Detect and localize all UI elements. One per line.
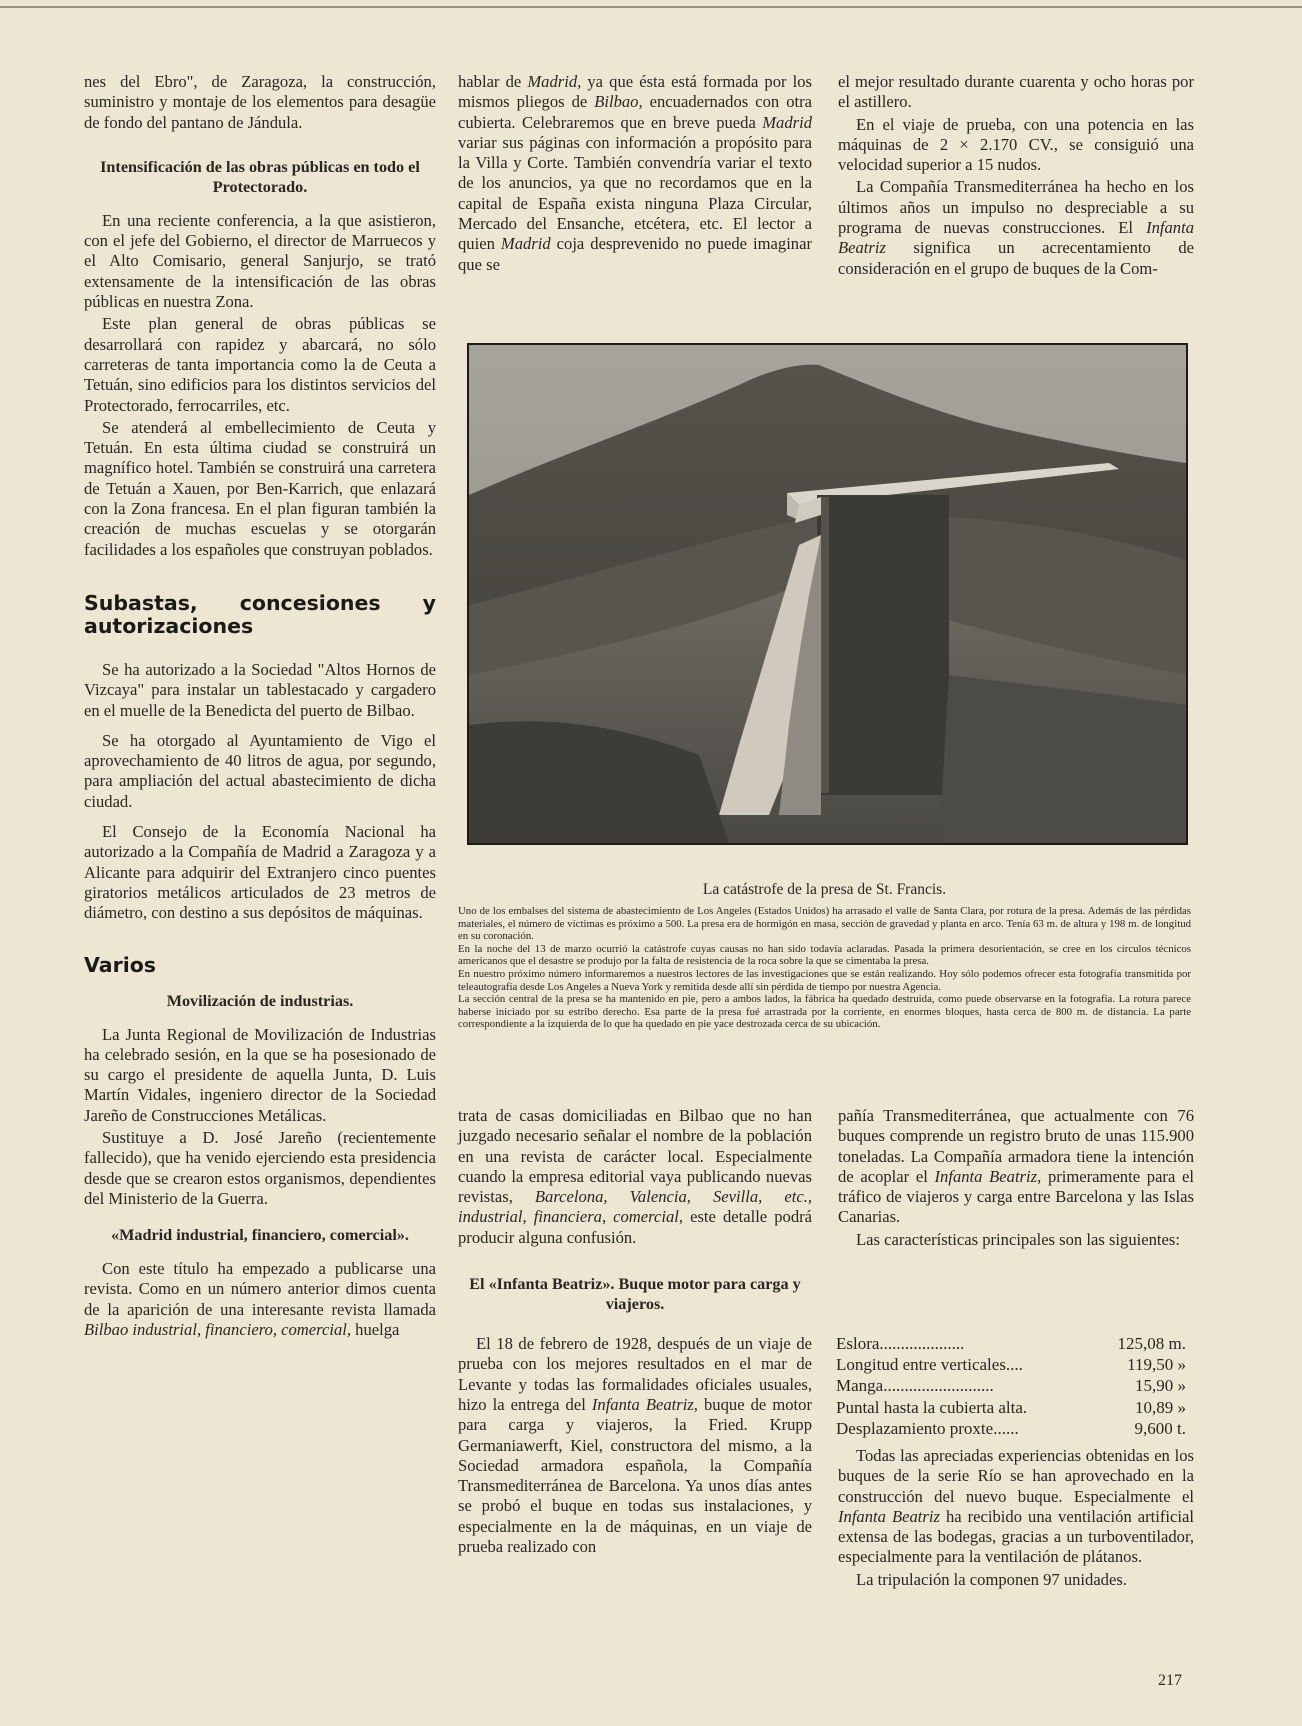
paragraph [838,1446,1194,1568]
spec-label: Longitud entre verticales.... [836,1355,1023,1375]
paragraph: El Consejo de la Economía Nacional ha autorizado a la Compañía de Madrid a Zaragoza y a Alicante para adquirir del Extranjero cinco puentes giratorios metálicos articulados de 23 metros de diámetro, con destino a sus depósitos de máquinas. [84,822,436,923]
text: trata de casas domiciliadas en Bilbao que no han juzgado necesario señalar el nombre de la población en una revista de carácter local. Especialmente cuando la empresa editorial vaya publicando nuevas revistas, [458,1106,812,1207]
italic-text: Infanta Beatriz, [591,1394,698,1414]
paragraph [458,72,812,275]
text: El 18 de febrero de 1928, después de un viaje de prueba con los mejores resultados en el mar de Levante y todas las formalidades oficiales usuales, hizo la entrega del [458,1334,812,1414]
caption-text: La sección central de la presa se ha mantenido en pie, pero a ambos lados, la fábrica ha quedado destruida, como puede observarse en la fotografía. La rotura parece haberse iniciado por su estribo derecho. Esa parte de la presa fué arrastrada por la corriente, en enormes bloques, hasta cerca de 800 m. de distancia. La parte correspondiente a la izquierda de lo que ha quedado en pie yace destrozada cerca de su ubicación. [458,993,1191,1031]
paragraph: el mejor resultado durante cuarenta y ocho horas por el astillero. [838,72,1194,112]
text: variar sus páginas con información a propósito para la Villa y Corte. También convendría variar el texto de los anuncios, ya que no recordamos que en la capital de España exista ninguna Plaza Circular, Mercado del Ensanche, etcétera, etc. El lector a quien [458,132,812,254]
italic-text: Barcelona, Valencia, Sevilla, etc., industrial, financiera, comercial, [458,1187,812,1227]
section-heading-protectorado: Intensificación de las obras públicas en todo el Protectorado. [100,157,420,196]
text: encuadernados con otra cubierta. Celebraremos que en breve pueda [458,92,812,132]
paragraph: En el viaje de prueba, con una potencia en las máquinas de 2 × 2.170 CV., se consiguió una velocidad superior a 15 nudos. [838,114,1194,175]
spec-row [836,1397,1186,1418]
paragraph: Se ha otorgado al Ayuntamiento de Vigo el aprovechamiento de 40 litros de agua, por segundo, para ampliación del actual abastecimiento de dicha ciudad. [84,730,436,811]
text: ha recibido una ventilación artificial extensa de las bodegas, gracias a un turboventilador, especialmente para la ventilación de plátanos. [838,1506,1194,1567]
text: hablar de [458,72,528,91]
spec-label: Eslora.................... [836,1334,965,1353]
column-3-top [838,72,1194,279]
caption-title: La catástrofe de la presa de St. Francis. [702,881,947,898]
top-rule [0,6,1302,8]
italic-text: Madrid, [527,72,582,91]
spec-value: 10,89 » [1135,1397,1186,1417]
italic-text: Bilbao industrial, financiero, comercial, [84,1320,352,1340]
caption-text: Uno de los embalses del sistema de abastecimiento de Los Angeles (Estados Unidos) ha arrasado el valle de Santa Clara, por rotura de la presa. Además de las pérdidas materiales, el número de víctimas es próximo a 500. La presa era de hormigón en masa, sección de gravedad y planta en arco. Tenía 63 m. de altura y 198 m. de longitud en su coronación. [458,905,1191,943]
spec-row [836,1375,1186,1396]
paragraph: La tripulación la componen 97 unidades. [856,1569,1127,1589]
spec-row [836,1418,1186,1439]
paragraph: Sustituye a D. José Jareño (recientemente fallecido), que ha venido ejerciendo esta presidencia desde que se crearon estos organismos, dependientes del Ministerio de la Guerra. [84,1127,436,1208]
text: coja desprevenido no puede imaginar que se [458,234,812,274]
spec-label: Desplazamiento proxte...... [836,1418,1019,1438]
column-2-top [458,72,812,275]
dam-photo-image [469,345,1186,843]
text: buque de motor para carga y viajeros, la Fried. Krupp Germaniawerft, Kiel, constructora del mismo, a la Sociedad armadora española, la Compañía Transmediterránea de Barcelona. Ya unos días antes se probó el buque en todas sus instalaciones, y especialmente en la de máquinas, en un viaje de prueba realizado con [458,1394,812,1557]
spec-value: 119,50 » [1127,1355,1186,1375]
column-1 [84,72,436,1340]
paragraph: Este plan general de obras públicas se desarrollará con rapidez y abarcará, no sólo carreteras de tanta importancia como la de Ceuta a Tetuán, sino edificios para los distintos servicios del Protectorado, ferrocarriles, etc. [84,314,436,415]
text: ya que ésta está formada por los mismos pliegos de [458,72,813,112]
dam-photo [467,343,1188,845]
spec-label: Puntal hasta la cubierta alta. [836,1397,1028,1417]
column-3-bottom [838,1106,1194,1250]
spec-label: Manga.......................... [836,1376,994,1396]
text: huelga [351,1320,400,1340]
italic-text: Infanta Beatriz [838,1506,940,1526]
paragraph: Se ha autorizado a la Sociedad "Altos Hornos de Vizcaya" para instalar un tablestacado y cargadero en el muelle de la Benedicta del puerto de Bilbao. [84,659,436,720]
ship-specs-table [836,1333,1186,1439]
paragraph [838,1106,1194,1228]
paragraph: Las características principales son las siguientes: [856,1229,1180,1249]
subheading-madrid-industrial: «Madrid industrial, financiero, comercial». [111,1226,409,1245]
paragraph [838,177,1194,278]
text: significa un acrecentamiento de consideración en el grupo de buques de la Com- [838,238,1194,278]
italic-text: Madrid [500,234,551,254]
caption-text: En la noche del 13 de marzo ocurrió la catástrofe cuyas causas no han sido todavía aclaradas. Pasada la primera desorientación, se cree en los círculos técnicos americanos que el desastre se produjo por la falta de resistencia de la roca sobre la que se cimentaba la presa. [458,942,1191,968]
paragraph: En una reciente conferencia, a la que asistieron, con el jefe del Gobierno, el director de Marruecos y el Alto Comisario, general Sanjurjo, se trató extensamente de la intensificación de las obras públicas en nuestra Zona. [84,210,436,312]
subheading-movilizacion: Movilización de industrias. [166,991,354,1010]
spec-row [836,1333,1186,1354]
photo-caption [458,881,1191,1031]
text: primeramente para el tráfico de viajeros y carga entre Barcelona y las Islas Canarias. [838,1166,1194,1227]
section-heading-varios: Varios [84,952,157,977]
italic-text: Bilbao, [594,92,643,112]
spec-value: 15,90 » [1135,1376,1186,1396]
text: La Compañía Transmediterránea ha hecho en los últimos años un impulso no despreciable a su programa de nuevas construcciones. El [838,177,1194,238]
paragraph [458,1106,812,1248]
paragraph [458,1334,812,1557]
text: este detalle podrá producir alguna confusión. [458,1207,813,1247]
italic-text: Madrid [762,112,812,132]
italic-text: Infanta Beatriz [838,218,1194,258]
spec-value: 9,600 t. [1134,1418,1186,1438]
paragraph: nes del Ebro", de Zaragoza, la construcción, suministro y montaje de los elementos para desagüe de fondo del pantano de Jándula. [84,72,436,132]
spec-row [836,1354,1186,1375]
paragraph: Se atenderá al embellecimiento de Ceuta y Tetuán. En esta última ciudad se construirá un magnífico hotel. También se construirá una carretera de Tetuán a Xauen, por Ben-Karrich, que enlazará con la Zona francesa. En el plan figuran también la creación de muchas escuelas y se otorgarán facilidades a los españoles que construyan poblados. [84,417,436,559]
column-3-end [838,1446,1194,1590]
text: Todas las apreciadas experiencias obtenidas en los buques de la serie Río se han aprovechado en la construcción del nuevo buque. Especialmente el [838,1446,1194,1506]
text: pañía Transmediterránea, que actualmente con 76 buques comprende un registro bruto de unas 115.900 toneladas. La Compañía armadora tiene la intención de acoplar el [838,1106,1194,1186]
column-2-bottom [458,1106,812,1557]
spec-value: 125,08 m. [1117,1334,1186,1353]
paragraph-madrid-title [84,1259,436,1340]
subheading-infanta-beatriz: El «Infanta Beatriz». Buque motor para carga y viajeros. [469,1275,801,1314]
section-heading-subastas: Subastas, concesiones y autorizaciones [84,590,436,638]
page-number: 217 [1158,1672,1182,1689]
italic-text: Infanta Beatriz, [934,1166,1042,1186]
paragraph: La Junta Regional de Movilización de Industrias ha celebrado sesión, en la que se ha posesionado de su cargo el presidente de aquella Junta, D. Luis Martín Vidales, ingeniero director de la Sociedad Jareño de Construcciones Metálicas. [84,1024,436,1125]
text: Con este título ha empezado a publicarse una revista. Como en un número anterior dimos cuenta de la aparición de una interesante revista llamada [84,1259,436,1319]
caption-text: En nuestro próximo número informaremos a nuestros lectores de las investigaciones que se están realizando. Hoy sólo podemos ofrecer esta fotografía transmitida por teleautografía desde Los Angeles a Nueva York y remitida desde allí sin pérdida de tiempo por nuestra Agencia. [458,967,1191,993]
